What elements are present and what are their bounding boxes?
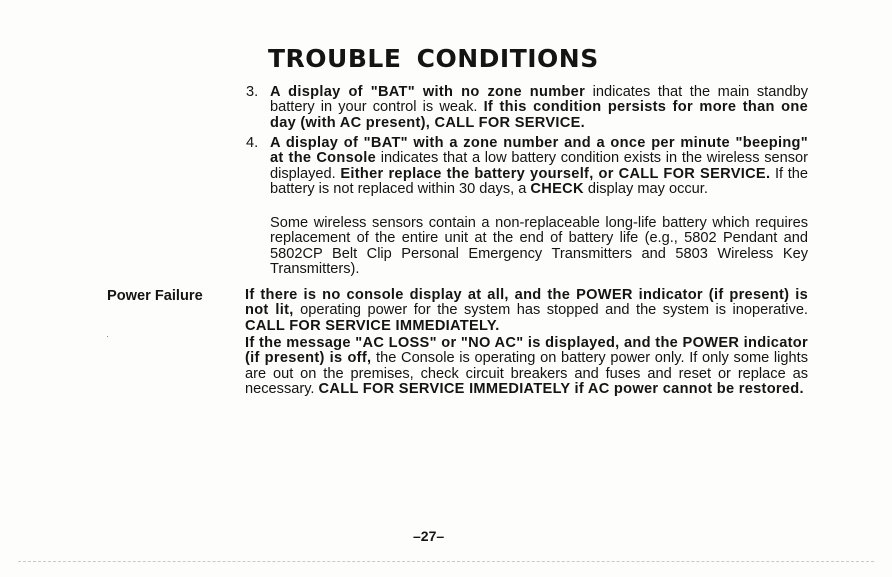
item-4-bold-lead: A display of "BAT" with a zone number and a once per minute "beeping" at the Console xyxy=(270,135,808,167)
power-failure-para-1 xyxy=(245,288,808,334)
item-4-bold-action: Either replace the battery yourself, or CALL FOR SERVICE. xyxy=(340,165,771,182)
item-4-text xyxy=(270,136,808,198)
page-title: TROUBLE CONDITIONS xyxy=(268,44,599,73)
pf2-body: the Console is operating on battery power only. If only some lights are out on the premises, check circuit breakers and fuses and reset or replace as necessary. xyxy=(245,350,808,398)
item-4-check: CHECK xyxy=(530,181,584,198)
power-failure-para-2 xyxy=(245,336,808,398)
pf2-bold-lead: If the message "AC LOSS" or "NO AC" is displayed, and the POWER indicator (if present) is off, xyxy=(245,335,808,367)
item-4-body: indicates that a low battery condition exists in the wireless sensor displayed. xyxy=(270,150,808,182)
item-number-3: 3. xyxy=(246,84,259,100)
pf1-bold-action: CALL FOR SERVICE IMMEDIATELY. xyxy=(245,317,500,334)
item-4-body-3: display may occur. xyxy=(583,181,708,198)
item-3-bold-action: If this condition persists for more than one day (with AC present), CALL FOR SERVICE. xyxy=(270,99,808,131)
scan-edge-rule xyxy=(18,561,874,562)
margin-mark: · xyxy=(106,331,109,341)
battery-note: Some wireless sensors contain a non-replaceable long-life battery which requires replacement of the entire unit at the end of battery life (e.g., 5802 Pendant and 5802CP Belt Clip Personal Emergency Transmitters and 5803 Wireless Key Transmitters). xyxy=(270,215,808,278)
item-number-4: 4. xyxy=(246,135,259,151)
power-failure-label: Power Failure xyxy=(107,288,203,304)
item-4-body-2: If the battery is not replaced within 30 days, a xyxy=(270,165,808,198)
pf2-bold-action: CALL FOR SERVICE IMMEDIATELY if AC power cannot be restored. xyxy=(318,381,804,398)
item-3-bold-lead: A display of "BAT" with no zone number xyxy=(270,84,586,100)
pf1-body: operating power for the system has stopped and the system is inoperative. xyxy=(293,302,808,319)
item-3-body: indicates that the main standby battery in your control is weak. xyxy=(270,84,809,116)
pf1-bold-lead: If there is no console display at all, and the POWER indicator (if present) is not lit, xyxy=(245,287,808,319)
page-number: –27– xyxy=(413,528,445,544)
item-3-text xyxy=(270,85,808,131)
